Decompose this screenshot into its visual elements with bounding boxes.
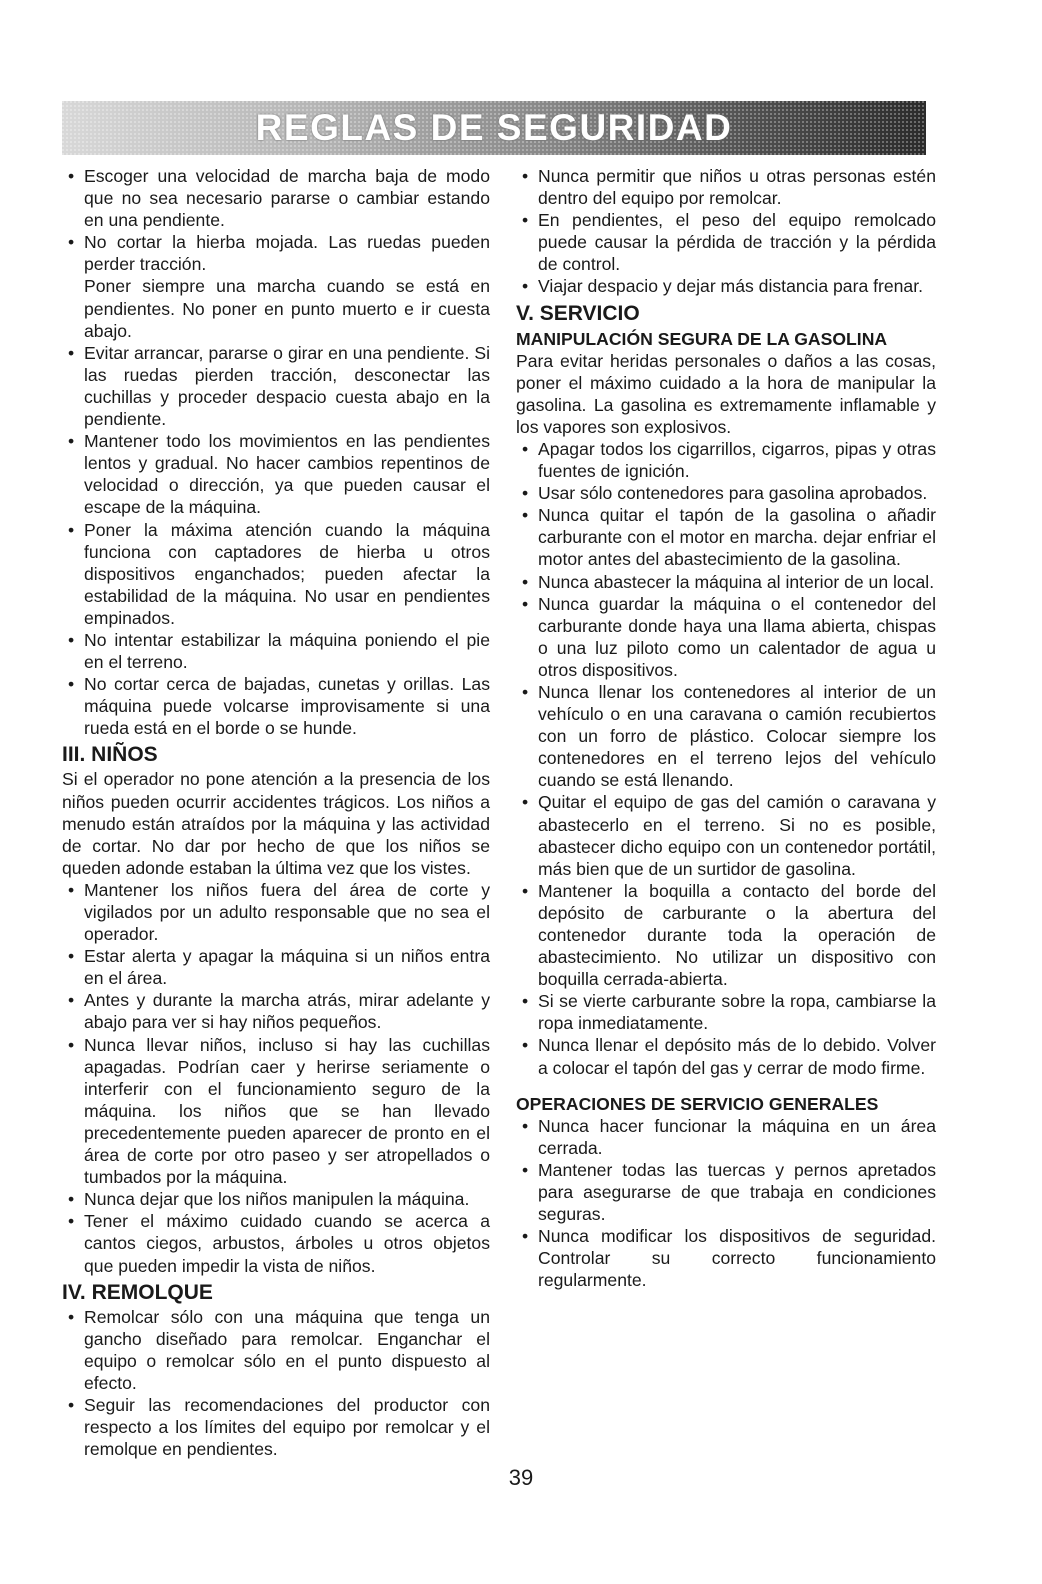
list-item: • Tener el máximo cuidado cuando se acerca a cantos ciegos, arbustos, árboles u otros objetos que pueden impedir la vista de niños.	[62, 1210, 490, 1276]
section-heading-remolque: IV. REMOLQUE	[62, 1280, 213, 1304]
list-item: • Nunca permitir que niños u otras personas estén dentro del equipo por remolcar.	[516, 165, 936, 209]
right-top-list	[516, 165, 936, 298]
list-item: • Remolcar sólo con una máquina que tenga un gancho diseñado para remolcar. Enganchar el equipo o remolcar sólo en el punto dispuesto al efecto.	[62, 1306, 490, 1394]
list-item: • Usar sólo contenedores para gasolina aprobados.	[516, 482, 936, 504]
list-item: • No intentar estabilizar la máquina poniendo el pie en el terreno.	[62, 629, 490, 673]
list-item: • Estar alerta y apagar la máquina si un niños entra en el área.	[62, 945, 490, 989]
list-item: • Mantener todo los movimientos en las pendientes lentos y gradual. No hacer cambios repentinos de velocidad o dirección, ya que pueden causar el escape de la máquina.	[62, 430, 490, 518]
left-column	[62, 165, 490, 1460]
list-item: • No cortar cerca de bajadas, cunetas y orillas. Las máquina puede volcarse improvisamente si una rueda está en el borde o se hunde.	[62, 673, 490, 739]
subheading-generales: OPERACIONES DE SERVICIO GENERALES	[516, 1093, 879, 1114]
list-item: • Evitar arrancar, pararse o girar en una pendiente. Si las ruedas pierden tracción, desconectar las cuchillas y proceder despacio cuesta abajo en la pendiente.	[62, 342, 490, 430]
page-title: REGLAS DE SEGURIDAD	[255, 107, 733, 148]
list-item: • No cortar la hierba mojada. Las ruedas pueden perder tracción.	[62, 231, 490, 275]
header-banner	[62, 101, 926, 155]
list-item: • Nunca guardar la máquina o el contenedor del carburante donde haya una llama abierta, chispas o una luz piloto como un calentador de agua u otros dispositivos.	[516, 593, 936, 681]
list-item: • Nunca abastecer la máquina al interior de un local.	[516, 571, 936, 593]
section-intro-ninos: Si el operador no pone atención a la presencia de los niños pueden ocurrir accidentes trágicos. Los niños a menudo están atraídos por la máquina y las actividad de cortar. No dar por hecho de que los niños se queden adonde estaban la última vez que los vistes.	[62, 769, 490, 878]
section-heading-ninos: III. NIÑOS	[62, 743, 158, 767]
list-item: • Nunca quitar el tapón de la gasolina o añadir carburante con el motor en marcha. dejar enfriar el motor antes del abastecimiento de la gasolina.	[516, 504, 936, 570]
section-heading-servicio: V. SERVICIO	[516, 301, 640, 325]
right-column	[516, 165, 936, 1291]
list-item: Poner siempre una marcha cuando se está en pendientes. No poner en punto muerto e ir cuesta abajo.	[84, 276, 490, 341]
gasolina-list	[516, 438, 936, 1079]
list-item: • Si se vierte carburante sobre la ropa, cambiarse la ropa inmediatamente.	[516, 990, 936, 1034]
page-number: 39	[508, 1465, 534, 1490]
section-intro-gasolina: Para evitar heridas personales o daños a las cosas, poner el máximo cuidado a la hora de manipular la gasolina. La gasolina es extremamente inflamable y los vapores son explosivos.	[516, 350, 936, 437]
list-item: • Antes y durante la marcha atrás, mirar adelante y abajo para ver si hay niños pequeños.	[62, 989, 490, 1033]
left-top-list	[62, 165, 490, 739]
list-item: • Mantener la boquilla a contacto del borde del depósito de carburante o la abertura del contenedor durante toda la operación de abastecimiento. No utilizar un dispositivo con boquilla cerrada-abierta.	[516, 880, 936, 990]
subheading-gasolina: MANIPULACIÓN SEGURA DE LA GASOLINA	[516, 328, 888, 349]
generales-list	[516, 1115, 936, 1292]
list-item: • Viajar despacio y dejar más distancia para frenar.	[516, 275, 936, 297]
list-item: • Seguir las recomendaciones del productor con respecto a los límites del equipo por remolcar y el remolque en pendientes.	[62, 1394, 490, 1460]
list-item: • Escoger una velocidad de marcha baja de modo que no sea necesario pararse o cambiar estando en una pendiente.	[62, 165, 490, 231]
list-item: • Mantener los niños fuera del área de corte y vigilados por un adulto responsable que no sea el operador.	[62, 879, 490, 945]
list-item: • Nunca dejar que los niños manipulen la máquina.	[62, 1188, 490, 1210]
list-item: • Quitar el equipo de gas del camión o caravana y abastecerlo en el terreno. Si no es posible, abastecer dicho equipo con un contenedor portátil, más bien que de un surtidor de gasolina.	[516, 791, 936, 879]
list-item: • Nunca hacer funcionar la máquina en un área cerrada.	[516, 1115, 936, 1159]
list-item: • Apagar todos los cigarrillos, cigarros, pipas y otras fuentes de ignición.	[516, 438, 936, 482]
remolque-list	[62, 1306, 490, 1461]
list-item: • Nunca llevar niños, incluso si hay las cuchillas apagadas. Podrían caer y herirse seriamente o interferir con el funcionamiento seguro de la máquina. los niños que se han llevado precedentemente pueden aparecer de pronto en el área de corte por otro paseo y ser atropellados o tumbados por la máquina.	[62, 1034, 490, 1189]
list-item: • Mantener todas las tuercas y pernos apretados para asegurarse de que trabaja en condiciones seguras.	[516, 1159, 936, 1225]
list-item: • Nunca modificar los dispositivos de seguridad. Controlar su correcto funcionamiento regularmente.	[516, 1225, 936, 1291]
list-item: • Nunca llenar los contenedores al interior de un vehículo o en una caravana o camión recubiertos con un forro de plástico. Colocar siempre los contenedores en el terreno lejos del vehículo cuando se está llenando.	[516, 681, 936, 791]
ninos-list	[62, 879, 490, 1277]
list-item: • Nunca llenar el depósito más de lo debido. Volver a colocar el tapón del gas y cerrar de modo firme.	[516, 1034, 936, 1078]
list-item: • En pendientes, el peso del equipo remolcado puede causar la pérdida de tracción y la pérdida de control.	[516, 209, 936, 275]
list-item: • Poner la máxima atención cuando la máquina funciona con captadores de hierba u otros dispositivos enganchados; pueden afectar la estabilidad de la máquina. No usar en pendientes empinados.	[62, 519, 490, 629]
